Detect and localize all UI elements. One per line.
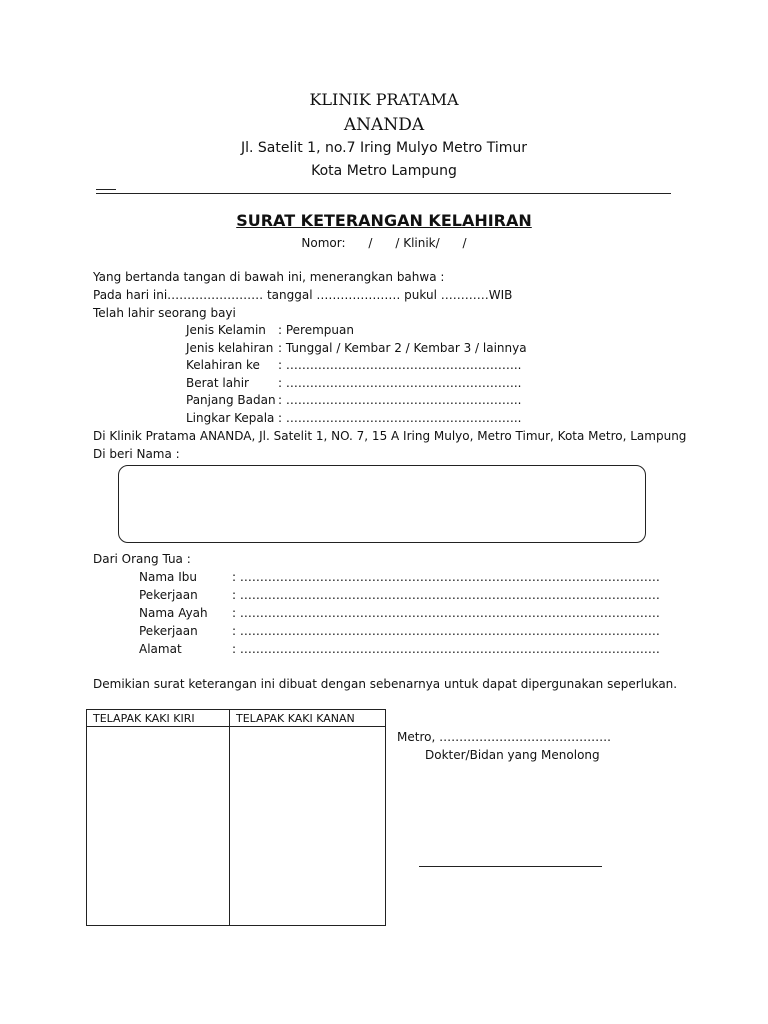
baby-field-label: Berat lahir xyxy=(186,376,249,390)
signature-line xyxy=(419,866,602,867)
left-footprint-area xyxy=(87,727,229,924)
baby-field-label: Jenis Kelamin xyxy=(186,323,266,337)
baby-field-value: : ………………………………………………….. xyxy=(278,358,522,372)
baby-field-value: : ………………………………………………….. xyxy=(278,376,522,390)
parent-field-label: Nama Ibu xyxy=(139,570,197,584)
baby-field-label: Panjang Badan xyxy=(186,393,276,407)
baby-field-label: Jenis kelahiran xyxy=(186,341,274,355)
date-line: Pada hari ini…………………… tanggal ………………… pukul …………WIB xyxy=(93,288,513,302)
signature-role: Dokter/Bidan yang Menolong xyxy=(425,748,600,762)
closing-statement: Demikian surat keterangan ini dibuat dengan sebenarnya untuk dapat dipergunakan seperlukan. xyxy=(93,677,678,691)
parent-field-value: : …………………………………………………………………………………………… xyxy=(232,588,660,602)
baby-field-label: Lingkar Kepala xyxy=(186,411,275,425)
header-rule-short xyxy=(96,189,116,190)
right-footprint-area xyxy=(230,727,384,924)
right-footprint-header: TELAPAK KAKI KANAN xyxy=(236,712,355,725)
parents-label: Dari Orang Tua : xyxy=(93,552,191,566)
signature-place-date: Metro, ……………………………………. xyxy=(397,730,611,744)
parent-field-label: Pekerjaan xyxy=(139,588,198,602)
name-label: Di beri Nama : xyxy=(93,447,180,461)
location-line: Di Klinik Pratama ANANDA, Jl. Satelit 1, NO. 7, 15 A Iring Mulyo, Metro Timur, Kota Metro, Lampung xyxy=(93,429,687,443)
parent-field-value: : …………………………………………………………………………………………… xyxy=(232,642,660,656)
left-footprint-header: TELAPAK KAKI KIRI xyxy=(93,712,195,725)
parent-field-label: Nama Ayah xyxy=(139,606,208,620)
header-rule xyxy=(96,193,671,194)
document-number: Nomor: / / Klinik/ / xyxy=(301,236,467,250)
baby-field-value: : Perempuan xyxy=(278,323,354,337)
document-title: SURAT KETERANGAN KELAHIRAN xyxy=(236,211,532,230)
intro-text: Yang bertanda tangan di bawah ini, menerangkan bahwa : xyxy=(93,270,445,284)
baby-field-value: : ………………………………………………….. xyxy=(278,393,522,407)
baby-field-label: Kelahiran ke xyxy=(186,358,260,372)
clinic-city: Kota Metro Lampung xyxy=(311,163,457,179)
parent-field-value: : …………………………………………………………………………………………… xyxy=(232,624,660,638)
baby-field-value: : ………………………………………………….. xyxy=(278,411,522,425)
clinic-address: Jl. Satelit 1, no.7 Iring Mulyo Metro Timur xyxy=(240,140,528,156)
clinic-name-line1: KLINIK PRATAMA xyxy=(309,90,459,109)
baby-name-box[interactable] xyxy=(118,465,646,543)
parent-field-value: : …………………………………………………………………………………………… xyxy=(232,570,660,584)
parent-field-label: Pekerjaan xyxy=(139,624,198,638)
parent-field-label: Alamat xyxy=(139,642,182,656)
clinic-name-line2: ANANDA xyxy=(343,115,425,135)
parent-field-value: : …………………………………………………………………………………………… xyxy=(232,606,660,620)
born-line: Telah lahir seorang bayi xyxy=(93,306,236,320)
baby-field-value: : Tunggal / Kembar 2 / Kembar 3 / lainnya xyxy=(278,341,527,355)
